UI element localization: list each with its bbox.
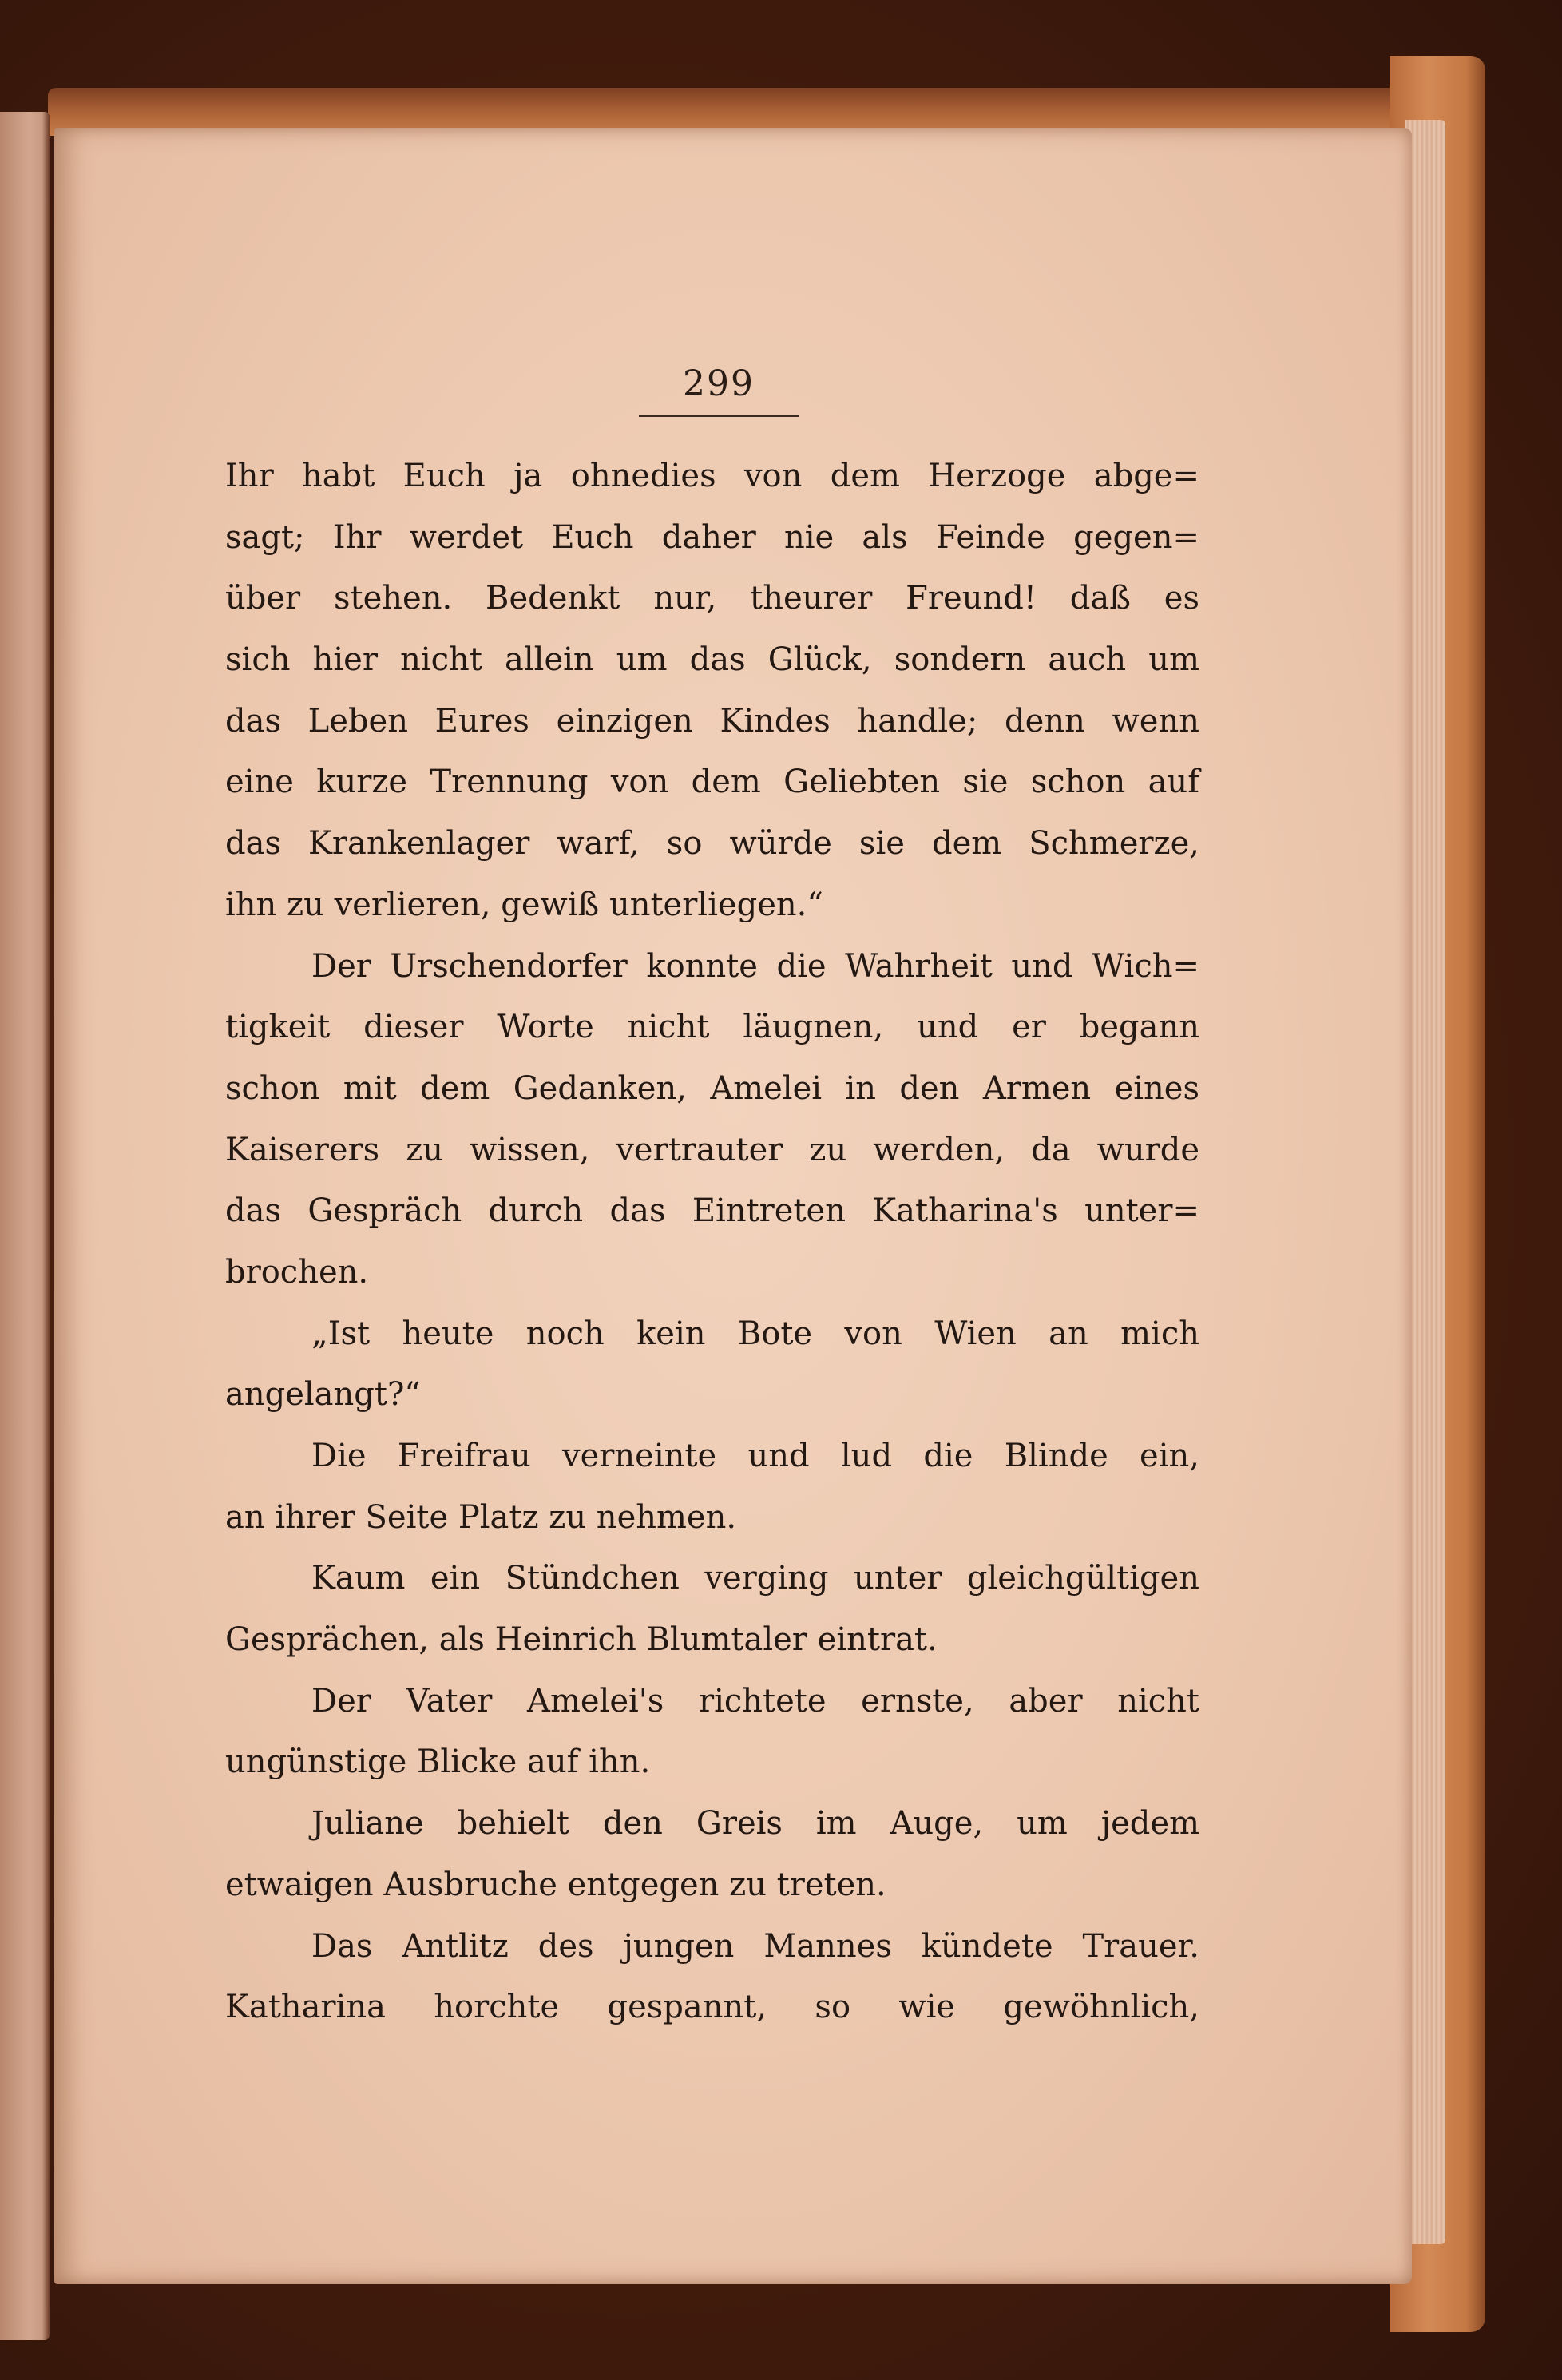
text-line: Juliane behielt den Greis im Auge, um jedem: [311, 1805, 1199, 1843]
text-line: Die Freifrau verneinte und lud die Blinde ein,: [311, 1438, 1199, 1474]
text-line: Der Urschendorfer konnte die Wahrheit und Wich=: [311, 947, 1199, 985]
text-line: Kaum ein Stündchen verging unter gleichgültigen: [311, 1560, 1199, 1597]
text-line: Katharina horchte gespannt, so wie gewöhnlich,: [225, 1989, 1199, 2026]
text-line: Gesprächen, als Heinrich Blumtaler eintrat.: [225, 1621, 938, 1659]
text-line: ihn zu verlieren, gewiß unterliegen.“: [225, 886, 823, 923]
text-line: Kaiserers zu wissen, vertrauter zu werden, da wurde: [225, 1131, 1199, 1168]
text-line: sagt; Ihr werdet Euch daher nie als Feinde gegen=: [225, 518, 1199, 556]
page-text-block: [225, 446, 1199, 2038]
text-line: brochen.: [225, 1253, 369, 1291]
text-line: tigkeit dieser Worte nicht läugnen, und er begann: [225, 1009, 1199, 1046]
text-line: „Ist heute noch kein Bote von Wien an mich: [311, 1315, 1199, 1352]
text-line: Ihr habt Euch ja ohnedies von dem Herzoge abge=: [225, 458, 1199, 494]
text-line: das Leben Eures einzigen Kindes handle; denn wenn: [225, 702, 1199, 740]
text-line: schon mit dem Gedanken, Amelei in den Armen eines: [225, 1069, 1199, 1107]
text-line: eine kurze Trennung von dem Geliebten sie schon auf: [225, 764, 1199, 801]
text-line: angelangt?“: [225, 1376, 421, 1414]
text-line: ungünstige Blicke auf ihn.: [225, 1743, 651, 1781]
text-line: das Gespräch durch das Eintreten Katharina's unter=: [225, 1192, 1199, 1230]
text-line: an ihrer Seite Platz zu nehmen.: [225, 1498, 737, 1536]
text-line: das Krankenlager warf, so würde sie dem Schmerze,: [225, 825, 1199, 863]
text-line: sich hier nicht allein um das Glück, sondern auch um: [225, 641, 1199, 679]
page-number: 299: [683, 363, 755, 404]
page-number-rule: [639, 415, 799, 417]
text-line: etwaigen Ausbruche entgegen zu treten.: [225, 1866, 886, 1903]
text-line: über stehen. Bedenkt nur, theurer Freund! daß es: [225, 580, 1199, 617]
text-line: Das Antlitz des jungen Mannes kündete Trauer.: [311, 1927, 1199, 1965]
text-line: Der Vater Amelei's richtete ernste, aber nicht: [311, 1682, 1199, 1720]
left-facing-page-edge: [0, 112, 50, 2340]
